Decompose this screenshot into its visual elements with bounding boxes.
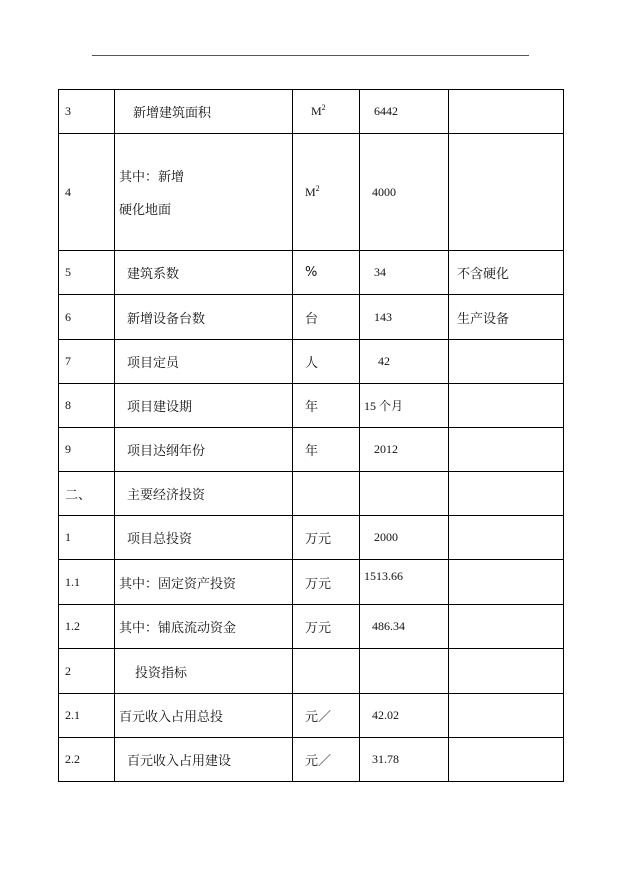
- table-row: [59, 134, 564, 251]
- value: 31.78: [360, 738, 449, 782]
- note: [449, 649, 564, 694]
- unit: 万元: [293, 605, 360, 649]
- header-rule: [92, 55, 529, 56]
- unit: 年: [293, 384, 360, 428]
- value: 15 个月: [360, 384, 449, 428]
- row-number: 6: [59, 295, 115, 340]
- row-number: 5: [59, 251, 115, 295]
- row-number: 1.2: [59, 605, 115, 649]
- row-number: 3: [59, 90, 115, 134]
- value: [360, 649, 449, 694]
- table-row: [59, 384, 564, 428]
- value: 486.34: [360, 605, 449, 649]
- item-name-line-2: 硬化地面: [119, 203, 172, 218]
- item-name: [115, 134, 293, 251]
- unit: 万元: [293, 516, 360, 560]
- unit-superscript: 2: [321, 103, 326, 112]
- table-row: [59, 251, 564, 295]
- item-name: 项目定员: [115, 340, 293, 384]
- unit-text: M: [311, 104, 322, 118]
- unit-text: M: [305, 184, 316, 199]
- project-indicator-table: [58, 89, 564, 782]
- row-number: 2.2: [59, 738, 115, 782]
- note: [449, 90, 564, 134]
- table-row: [59, 90, 564, 134]
- unit: [293, 472, 360, 516]
- value: 34: [360, 251, 449, 295]
- item-name: 建筑系数: [115, 251, 293, 295]
- note: [449, 516, 564, 560]
- table-row: [59, 295, 564, 340]
- row-number: 8: [59, 384, 115, 428]
- note: [449, 384, 564, 428]
- row-number: 2: [59, 649, 115, 694]
- value: 6442: [360, 90, 449, 134]
- item-name: 其中：铺底流动资金: [115, 605, 293, 649]
- unit: %: [293, 251, 360, 295]
- item-name: 百元收入占用总投: [115, 694, 293, 738]
- row-number: 1: [59, 516, 115, 560]
- unit: [293, 649, 360, 694]
- row-number: 2.1: [59, 694, 115, 738]
- item-name: 投资指标: [115, 649, 293, 694]
- table-row: [59, 649, 564, 694]
- value: [360, 472, 449, 516]
- table-row: [59, 516, 564, 560]
- value: 2000: [360, 516, 449, 560]
- row-number: 9: [59, 428, 115, 472]
- note: [449, 134, 564, 251]
- value: 4000: [360, 134, 449, 251]
- table-row: [59, 428, 564, 472]
- value: 143: [360, 295, 449, 340]
- table-row: [59, 560, 564, 605]
- note: [449, 472, 564, 516]
- unit: 人: [293, 340, 360, 384]
- item-name-line-1: 其中：新增: [119, 170, 185, 185]
- note: 生产设备: [449, 295, 564, 340]
- value: 1513.66: [360, 560, 449, 605]
- note: 不含硬化: [449, 251, 564, 295]
- table-row: [59, 472, 564, 516]
- note: [449, 694, 564, 738]
- item-name: 项目总投资: [115, 516, 293, 560]
- row-number: 二、: [59, 472, 115, 516]
- item-name: 其中：固定资产投资: [115, 560, 293, 605]
- note: [449, 340, 564, 384]
- value: 42.02: [360, 694, 449, 738]
- unit-superscript: 2: [315, 183, 320, 193]
- item-name: 新增建筑面积: [115, 90, 293, 134]
- item-name: 新增设备台数: [115, 295, 293, 340]
- row-number: 7: [59, 340, 115, 384]
- table-row: [59, 340, 564, 384]
- note: [449, 605, 564, 649]
- row-number: 1.1: [59, 560, 115, 605]
- unit: 元／: [293, 738, 360, 782]
- unit: [293, 134, 360, 251]
- table-row: [59, 738, 564, 782]
- unit: 元／: [293, 694, 360, 738]
- item-name: 项目建设期: [115, 384, 293, 428]
- unit: 万元: [293, 560, 360, 605]
- item-name: 主要经济投资: [115, 472, 293, 516]
- table-row: [59, 605, 564, 649]
- row-number: 4: [59, 134, 115, 251]
- note: [449, 738, 564, 782]
- unit: 台: [293, 295, 360, 340]
- note: [449, 428, 564, 472]
- unit: 年: [293, 428, 360, 472]
- item-name: 百元收入占用建设: [115, 738, 293, 782]
- unit: [293, 90, 360, 134]
- item-name: 项目达纲年份: [115, 428, 293, 472]
- note: [449, 560, 564, 605]
- table-row: [59, 694, 564, 738]
- value: 2012: [360, 428, 449, 472]
- value: 42: [360, 340, 449, 384]
